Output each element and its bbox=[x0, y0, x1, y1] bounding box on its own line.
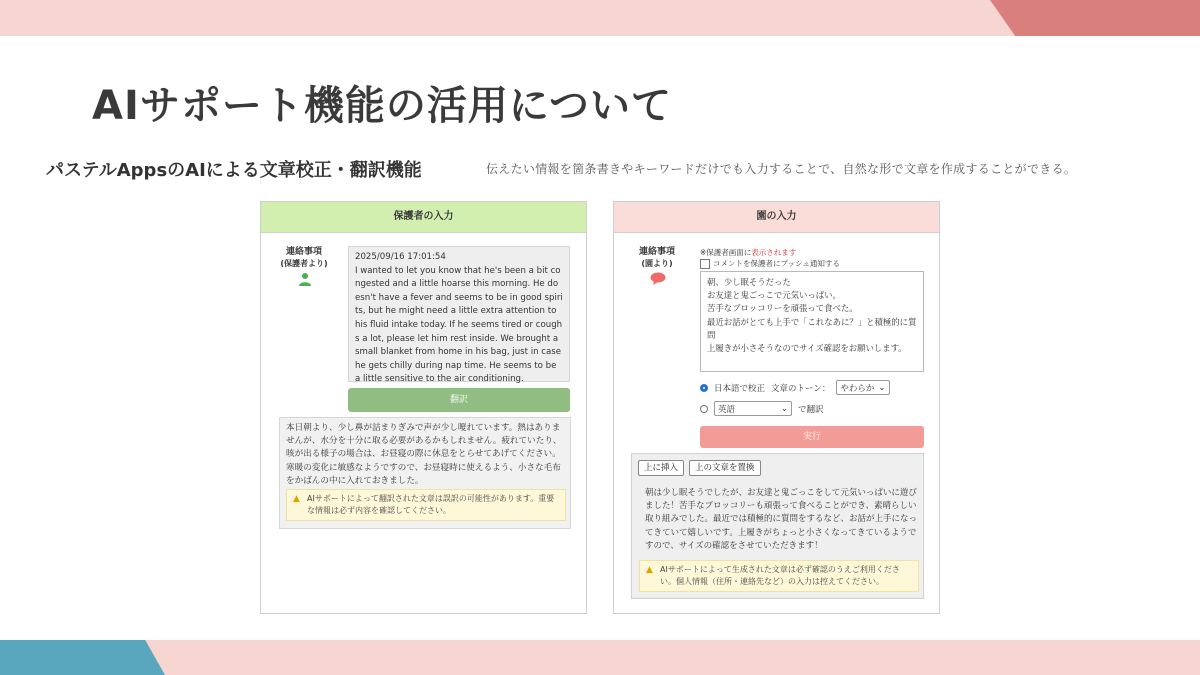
push-notify-label: コメントを保護者にプッシュ通知する bbox=[713, 259, 840, 268]
ai-output-area bbox=[631, 453, 924, 599]
display-notice bbox=[700, 247, 796, 258]
run-button[interactable]: 実行 bbox=[700, 426, 924, 448]
speech-bubble-icon bbox=[650, 272, 666, 285]
school-contact-label-group bbox=[622, 246, 692, 270]
slide-description: 伝えたい情報を箇条書きやキーワードだけでも入力することで、自然な形で文章を作成することができる。 bbox=[486, 162, 1077, 176]
translate-button[interactable]: 翻訳 bbox=[348, 388, 570, 412]
guardian-input-panel bbox=[260, 201, 587, 614]
replace-above-button[interactable]: 上の文章を置換 bbox=[689, 460, 761, 476]
guardian-warning bbox=[286, 489, 566, 521]
school-panel-header: 園の入力 bbox=[614, 202, 939, 233]
proofread-label: 日本語で校正 bbox=[714, 383, 766, 394]
top-decor-accent bbox=[990, 0, 1200, 36]
person-icon bbox=[298, 272, 312, 286]
guardian-contact-sublabel: (保護者より) bbox=[280, 259, 328, 268]
message-date: 2025/09/16 17:01:54 bbox=[355, 252, 446, 262]
slide-subtitle: パステルAppsのAIによる文章校正・翻訳機能 bbox=[46, 160, 422, 181]
guardian-contact-label: 連絡事項 bbox=[285, 247, 322, 257]
school-contact-label: 連絡事項 bbox=[638, 247, 675, 257]
tone-select[interactable] bbox=[836, 380, 889, 395]
school-warning bbox=[639, 560, 919, 592]
bottom-decor-accent bbox=[0, 640, 165, 675]
warning-icon: ▲ bbox=[646, 565, 653, 575]
message-body: I wanted to let you know that he's been a bit congested and a little hoarse this morning. He doesn't have a fever and seems to be in good spirits, but he might need a little extra attention to his fluid intake today. If he seems tired or coughs a lot, please let him rest inside. We brought a small blanket from home in his bag, just in case he gets chilly during nap time. He seems to be a little sensitive to the air conditioning. bbox=[355, 265, 563, 385]
translate-radio[interactable] bbox=[700, 405, 708, 413]
language-select[interactable] bbox=[714, 401, 792, 416]
insert-above-button[interactable]: 上に挿入 bbox=[638, 460, 684, 476]
guardian-contact-label-group bbox=[269, 246, 339, 270]
bottom-decor-band bbox=[0, 640, 1200, 675]
warning-icon: ▲ bbox=[293, 494, 300, 504]
language-select-value: 英語 bbox=[718, 404, 736, 415]
chevron-down-icon: ⌄ bbox=[780, 403, 788, 414]
proofread-radio[interactable] bbox=[700, 384, 708, 392]
notice-prefix: ※保護者画面に bbox=[700, 248, 752, 257]
guardian-message-box bbox=[348, 246, 570, 385]
translate-suffix-label: で翻訳 bbox=[798, 404, 824, 415]
school-input-panel bbox=[613, 201, 940, 614]
tone-label: 文章のトーン： bbox=[771, 383, 831, 394]
slide-title: AIサポート機能の活用について bbox=[92, 83, 673, 129]
tone-select-value: やわらか bbox=[840, 383, 875, 394]
guardian-warning-text: AIサポートによって翻訳された文章は誤訳の可能性があります。重要な情報は必ず内容を確認してください。 bbox=[307, 494, 555, 515]
chevron-down-icon: ⌄ bbox=[878, 382, 886, 393]
school-comment-textarea[interactable]: 朝、少し眠そうだった お友達と鬼ごっこで元気いっぱい。 苦手なブロッコリーを頑張って食べた。 最近お話がとても上手で「これなあに？」と積極的に質問 上履きが小さそうなのでサイズ確認をお願いします。 bbox=[700, 271, 924, 372]
school-warning-text: AIサポートによって生成された文章は必ず確認のうえご利用ください。個人情報（住所・連絡先など）の入力は控えてください。 bbox=[660, 565, 900, 586]
push-notify-checkbox[interactable] bbox=[700, 259, 710, 269]
notice-highlight: 表示されます bbox=[751, 248, 797, 257]
school-contact-sublabel: (園より) bbox=[641, 259, 673, 268]
translate-option-row bbox=[700, 401, 824, 416]
ai-output-text: 朝は少し眠そうでしたが、お友達と鬼ごっこをして元気いっぱいに遊びました！苦手なブロッコリーも頑張って食べることができ、素晴らしい取り組みでした。最近では積極的に質問をするなど、お話が上手になってきていて嬉しいです。上履きがちょっと小さくなってきているようですので、サイズの確認をさせていただきます！ bbox=[645, 488, 918, 551]
push-notify-row bbox=[700, 258, 840, 269]
guardian-panel-header: 保護者の入力 bbox=[261, 202, 586, 233]
proofread-option-row bbox=[700, 380, 890, 395]
translation-result-text: 本日朝より、少し鼻が詰まりぎみで声が少し嗄れています。熱はありませんが、水分を十分に取る必要があるかもしれません。疲れていたり、咳が出る様子の場合は、お昼寝の際に休息をとらせてあげてください。寒暖の変化に敏感なようですので、お昼寝時に使えるよう、小さな毛布をかばんの中に入れておきました。 bbox=[286, 423, 562, 486]
